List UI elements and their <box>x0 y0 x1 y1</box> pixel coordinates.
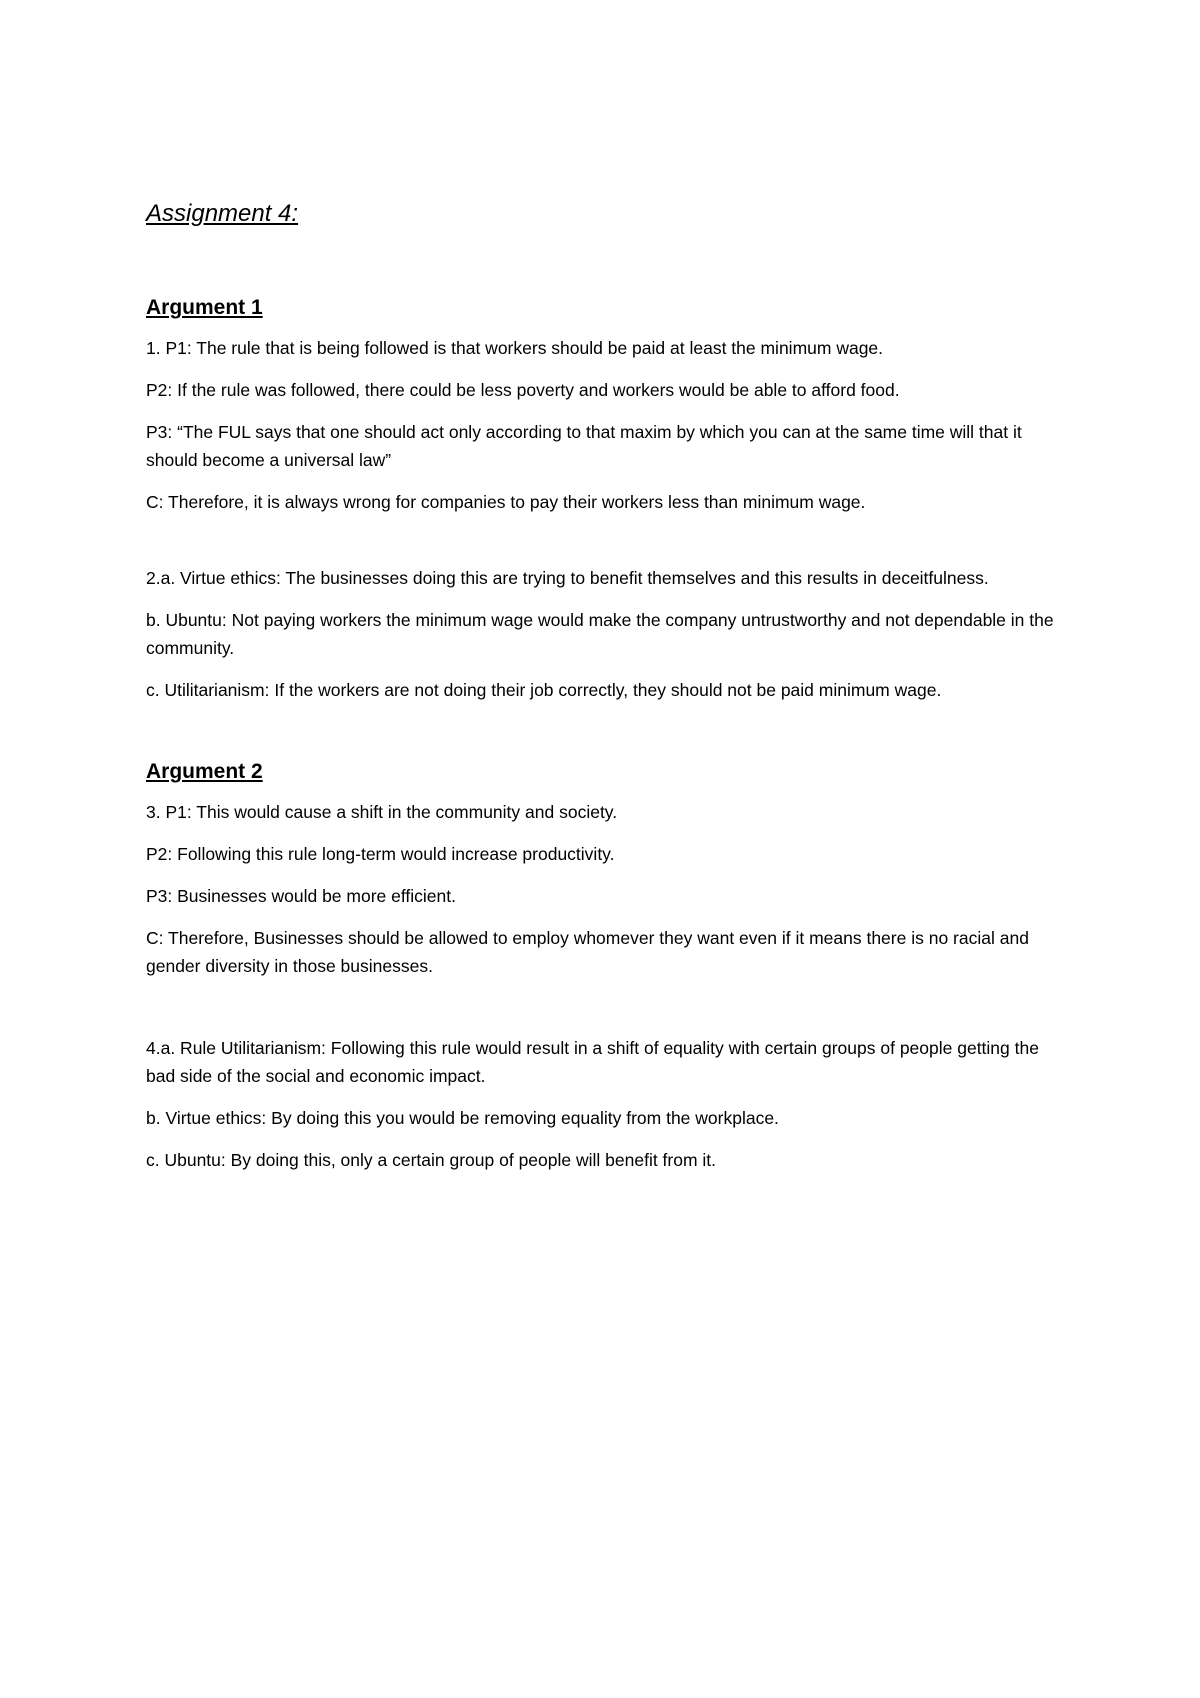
question-4c: c. Ubuntu: By doing this, only a certain group of people will benefit from it. <box>146 1150 717 1170</box>
question-2c: c. Utilitarianism: If the workers are not doing their job correctly, they should not be paid minimum wage. <box>146 680 942 700</box>
question-2b: b. Ubuntu: Not paying workers the minimum wage would make the company untrustworthy and not dependable in the community. <box>146 610 1054 658</box>
argument-2-premise-1: 3. P1: This would cause a shift in the community and society. <box>146 802 618 822</box>
argument-2-premise-3: P3: Businesses would be more efficient. <box>146 886 456 906</box>
question-2a: 2.a. Virtue ethics: The businesses doing this are trying to benefit themselves and this results in deceitfulness. <box>146 568 989 588</box>
argument-1-premise-1: 1. P1: The rule that is being followed is that workers should be paid at least the minimum wage. <box>146 338 884 358</box>
spacer <box>146 230 1066 294</box>
argument-1-premise-2: P2: If the rule was followed, there could be less poverty and workers would be able to afford food. <box>146 380 900 400</box>
argument-2-premise-2: P2: Following this rule long-term would increase productivity. <box>146 844 615 864</box>
argument-2-conclusion: C: Therefore, Businesses should be allowed to employ whomever they want even if it means there is no racial and gender diversity in those businesses. <box>146 928 1029 976</box>
document-body <box>146 198 1066 1174</box>
argument-1-premise-3: P3: “The FUL says that one should act only according to that maxim by which you can at the same time will that it should become a universal law” <box>146 422 1022 470</box>
argument-1-conclusion: C: Therefore, it is always wrong for companies to pay their workers less than minimum wage. <box>146 492 866 512</box>
document-title: Assignment 4: <box>146 200 299 227</box>
question-4a: 4.a. Rule Utilitarianism: Following this rule would result in a shift of equality with certain groups of people getting the bad side of the social and economic impact. <box>146 1038 1039 1086</box>
argument-2-heading: Argument 2 <box>146 760 263 783</box>
question-4b: b. Virtue ethics: By doing this you would be removing equality from the workplace. <box>146 1108 779 1128</box>
argument-1-heading: Argument 1 <box>146 296 263 319</box>
